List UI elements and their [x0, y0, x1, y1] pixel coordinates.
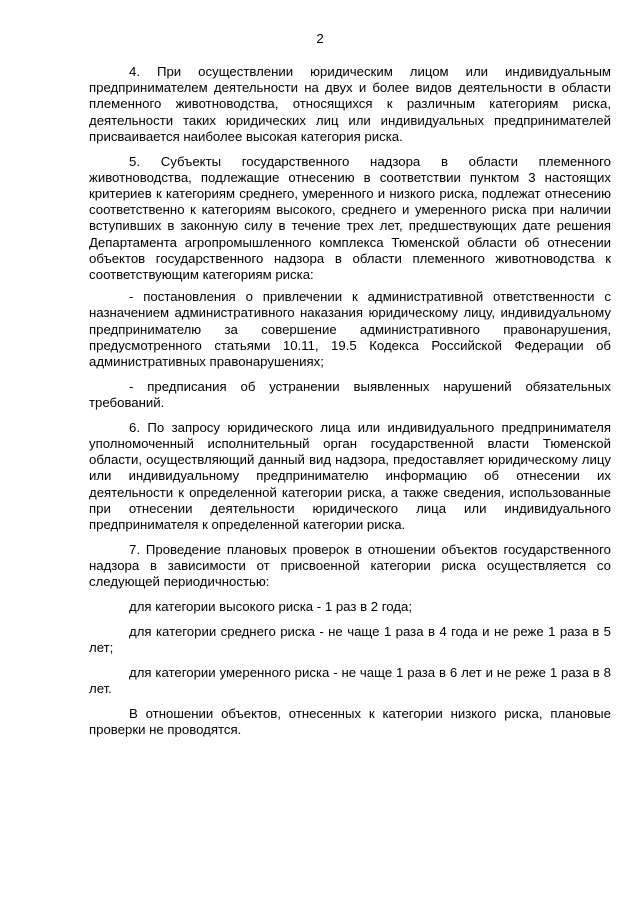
paragraph-item-4: 4. При осуществлении юридическим лицом или индивидуальным предпринимателем деятельности на двух и более видов деятельности в области племенного животноводства, относящихся к различным категориям риска, деятельности таких юридических лиц или индивидуальных предпринимателей присваивается наиболее высокая категория риска.: [89, 64, 611, 144]
paragraph-low-risk: В отношении объектов, отнесенных к категории низкого риска, плановые проверки не проводятся.: [89, 705, 611, 738]
paragraph-dash-resolution: - постановления о привлечении к административной ответственности с назначением административного наказания юридическому лицу, индивидуальному предпринимателю за совершение административного правонарушения, предусмотренного статьями 10.11, 19.5 Кодекса Российской Федерации об административных правонарушениях;: [89, 289, 611, 370]
paragraph-item-5: 5. Субъекты государственного надзора в области племенного животноводства, подлежащие отнесению в соответствии пунктом 3 настоящих критериев к категориям среднего, умеренного и низкого риска, подлежат отнесению соответственно к категориям высокого, среднего и умеренного риска при наличии вступивших в законную силу в течение трех лет, предшествующих дате решения Департамента агропромышленного комплекса Тюменской области об отнесении объектов государственного надзора в области племенного животноводства к соответствующим категориям риска:: [89, 153, 611, 283]
paragraph-item-6: 6. По запросу юридического лица или индивидуального предпринимателя уполномоченный исполнительный орган государственной власти Тюменской области, осуществляющий данный вид надзора, предоставляет юридическому лицу или индивидуальному предпринимателю информацию об отнесении их деятельности к определенной категории риска, а также сведения, использованные при отнесении деятельности юридического лица или индивидуального предпринимателя к определенной категории риска.: [89, 419, 611, 533]
document-body: [89, 64, 611, 747]
paragraph-item-7: 7. Проведение плановых проверок в отношении объектов государственного надзора в зависимости от присвоенной категории риска осуществляется со следующей периодичностью:: [89, 541, 611, 590]
paragraph-moderate-risk: для категории умеренного риска - не чаще 1 раза в 6 лет и не реже 1 раза в 8 лет.: [89, 664, 611, 697]
paragraph-dash-prescription: - предписания об устранении выявленных нарушений обязательных требований.: [89, 378, 611, 411]
page-number: 2: [316, 31, 324, 46]
paragraph-high-risk: для категории высокого риска - 1 раз в 2 года;: [129, 599, 413, 615]
paragraph-medium-risk: для категории среднего риска - не чаще 1 раза в 4 года и не реже 1 раза в 5 лет;: [89, 623, 611, 656]
